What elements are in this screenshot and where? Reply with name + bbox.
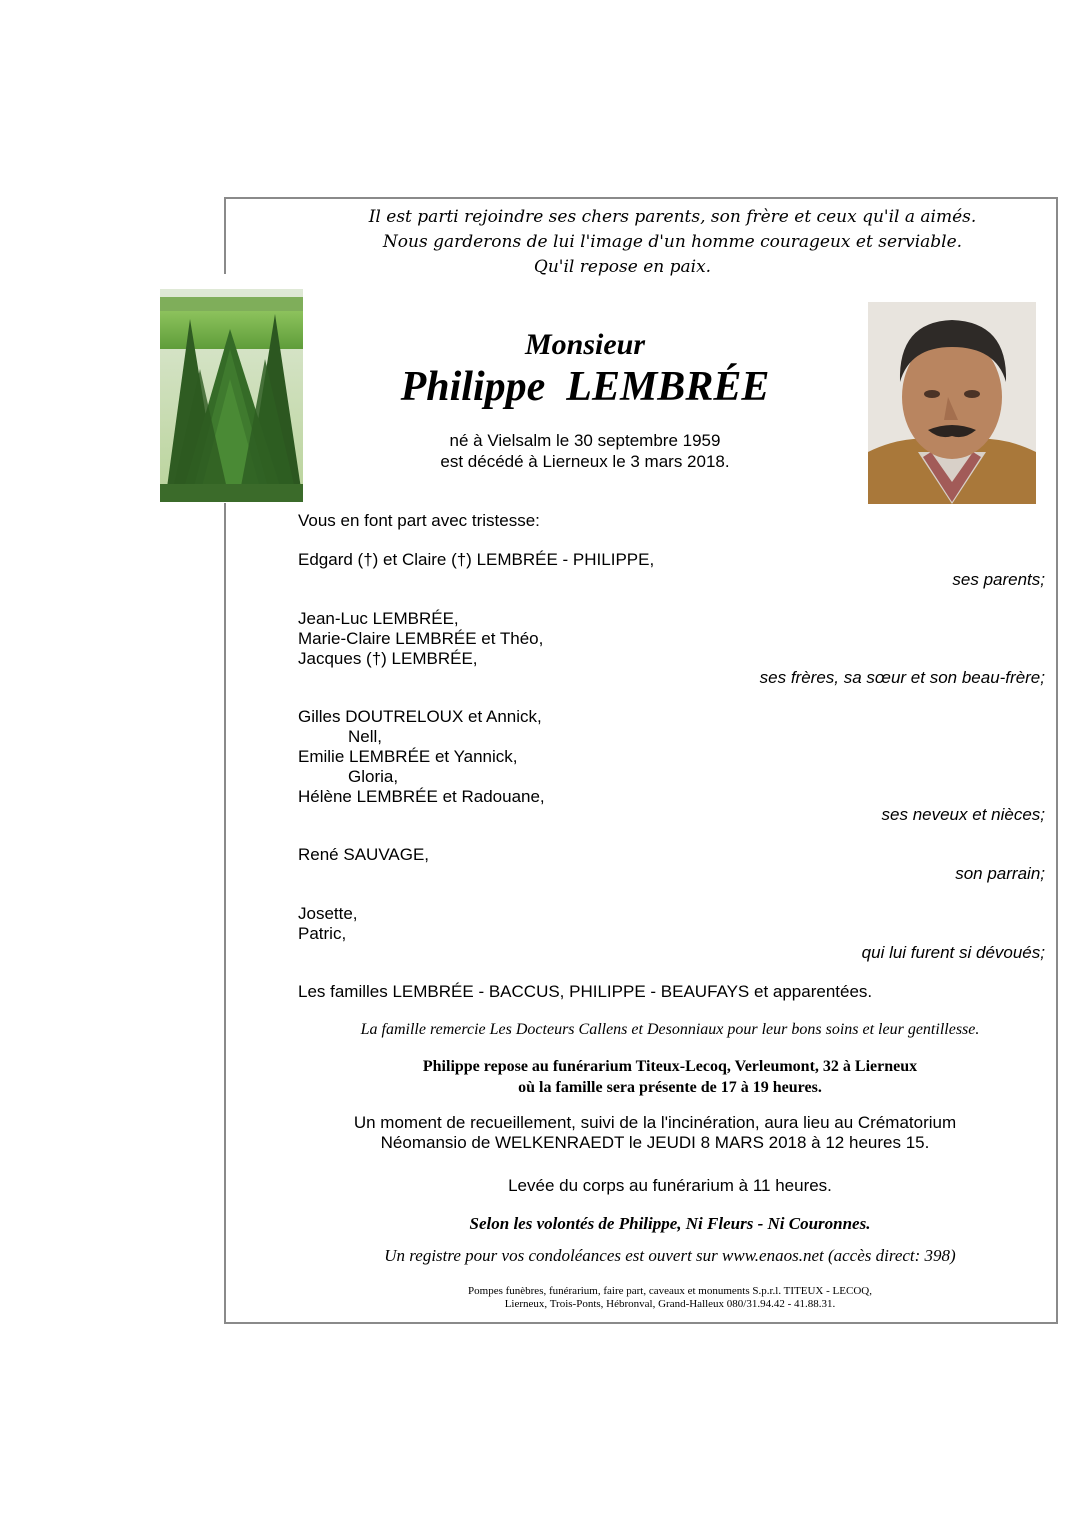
- devoted-role: qui lui furent si dévoués;: [861, 943, 1045, 962]
- funeral-home-line-1: Philippe repose au funérarium Titeux-Lecoq, Verleumont, 32 à Lierneux: [422, 1058, 918, 1075]
- epitaph: [300, 205, 1045, 280]
- thanks-note: La famille remercie Les Docteurs Callens et Desonniaux pour leur bons soins et leur gentillesse.: [360, 1021, 980, 1038]
- ceremony-line-2: Néomansio de WELKENRAEDT le JEUDI 8 MARS 2018 à 12 heures 15.: [380, 1133, 930, 1152]
- funeral-home-notice: [300, 1056, 1040, 1098]
- life-dates: [370, 430, 800, 472]
- godfather-role: son parrain;: [955, 864, 1045, 883]
- condolence-registry: Un registre pour vos condoléances est ouvert sur www.enaos.net (accès direct: 398): [384, 1246, 956, 1265]
- frame-left-border-lower: [224, 503, 226, 1324]
- godfather-name: René SAUVAGE,: [298, 845, 430, 864]
- levee-notice: Levée du corps au funérarium à 11 heures.: [508, 1176, 832, 1195]
- deceased-name: Philippe LEMBRÉE: [400, 364, 770, 410]
- ceremony-line-1: Un moment de recueillement, suivi de la l'incinération, aura lieu au Crématorium: [353, 1113, 957, 1132]
- parents-role: ses parents;: [952, 570, 1045, 589]
- portrait-photo: [868, 302, 1036, 504]
- ceremony-notice: [300, 1113, 1010, 1153]
- list-item: Emilie LEMBRÉE et Yannick,: [298, 747, 518, 766]
- epitaph-line-1: Il est parti rejoindre ses chers parents, son frère et ceux qu'il a aimés.: [368, 207, 977, 227]
- frame-left-border-upper: [224, 197, 226, 274]
- wishes-notice: Selon les volontés de Philippe, Ni Fleurs - Ni Couronnes.: [469, 1214, 871, 1233]
- undertaker-footer: [300, 1285, 1040, 1311]
- list-item: Marie-Claire LEMBRÉE et Théo,: [298, 629, 544, 648]
- devoted-list: [298, 904, 358, 944]
- birth-line: né à Vielsalm le 30 septembre 1959: [449, 431, 721, 450]
- list-item: Jean-Luc LEMBRÉE,: [298, 609, 459, 628]
- list-item: Jacques (†) LEMBRÉE,: [298, 649, 478, 668]
- parents-names: Edgard (†) et Claire (†) LEMBRÉE - PHILIPPE,: [298, 550, 655, 569]
- list-item: Josette,: [298, 904, 358, 923]
- epitaph-line-2: Nous garderons de lui l'image d'un homme courageux et serviable.: [382, 232, 963, 252]
- frame-bottom-border: [224, 1322, 1058, 1324]
- footer-line-2: Lierneux, Trois-Ponts, Hébronval, Grand-Halleux 080/31.94.42 - 41.88.31.: [504, 1298, 836, 1310]
- families-line: Les familles LEMBRÉE - BACCUS, PHILIPPE - BEAUFAYS et apparentées.: [298, 982, 873, 1001]
- frame-top-border: [224, 197, 1058, 199]
- list-item: Hélène LEMBRÉE et Radouane,: [298, 787, 545, 806]
- frame-right-border: [1056, 197, 1058, 1324]
- siblings-role: ses frères, sa sœur et son beau-frère;: [759, 668, 1045, 687]
- list-item: Gloria,: [348, 767, 399, 786]
- announcement-intro: Vous en font part avec tristesse:: [298, 511, 540, 530]
- epitaph-line-3: Qu'il repose en paix.: [533, 257, 712, 277]
- funeral-home-line-2: où la famille sera présente de 17 à 19 heures.: [518, 1079, 822, 1096]
- list-item: Gilles DOUTRELOUX et Annick,: [298, 707, 542, 726]
- honorific: Monsieur: [524, 328, 646, 361]
- nephews-role: ses neveux et nièces;: [881, 805, 1045, 824]
- nephews-list: [298, 707, 545, 807]
- siblings-list: [298, 609, 543, 669]
- death-line: est décédé à Lierneux le 3 mars 2018.: [440, 452, 730, 471]
- fir-tree-photo: [160, 289, 303, 502]
- list-item: Patric,: [298, 924, 347, 943]
- footer-line-1: Pompes funèbres, funérarium, faire part, caveaux et monuments S.p.r.l. TITEUX - LECOQ,: [468, 1285, 872, 1297]
- list-item: Nell,: [348, 727, 383, 746]
